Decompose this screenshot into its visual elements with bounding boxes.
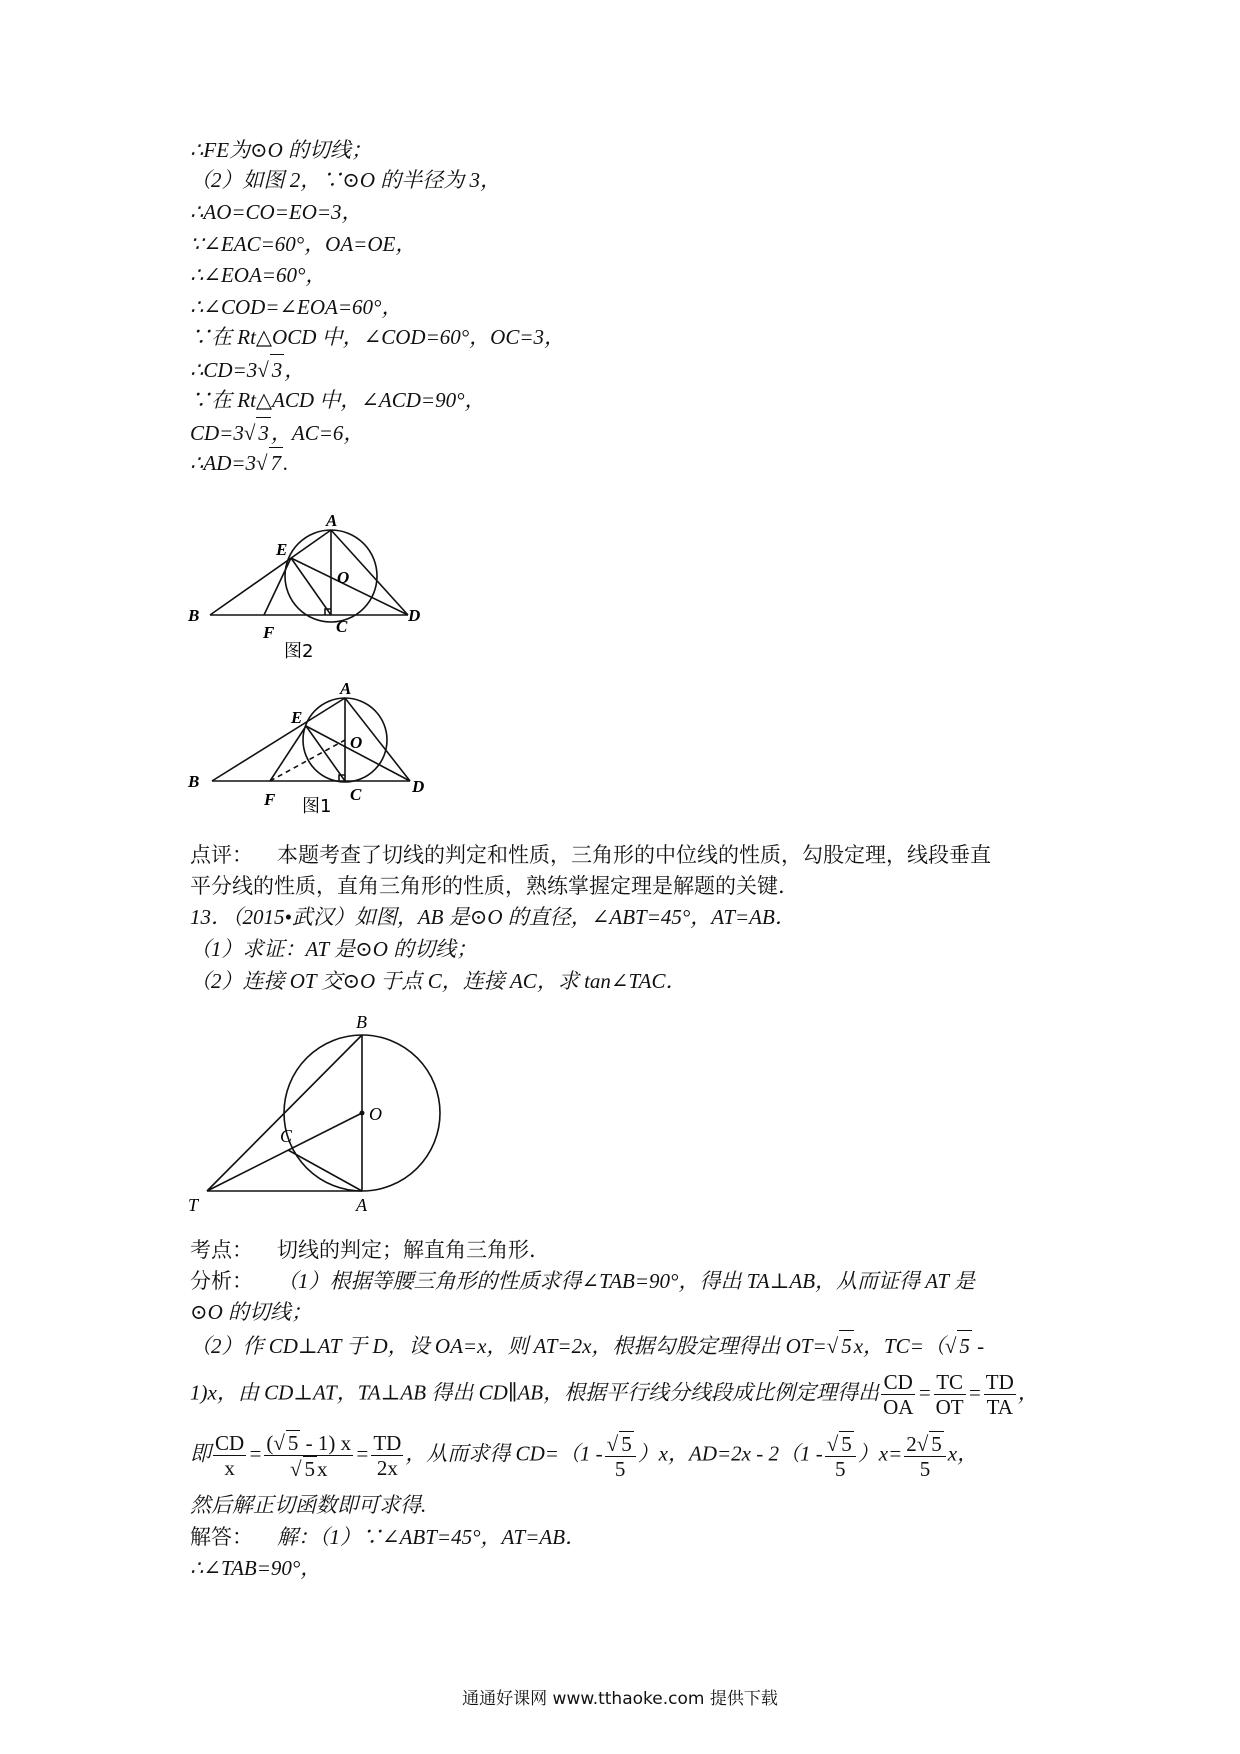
line-3: ∴AO=CO=EO=3， <box>190 200 363 224</box>
fraction-num: 2√ 5 <box>904 1431 946 1457</box>
g2d-a: 5 <box>304 1457 316 1481</box>
line-10-end: ，AC=6， <box>270 421 365 445</box>
fraction-cd-oa <box>881 1370 915 1419</box>
problem-13-q1: （1）求证：AT 是⊙O 的切线； <box>190 937 478 961</box>
fig1-label-f: F <box>264 790 276 809</box>
kaodian-label: 考点： <box>190 1238 253 1262</box>
fig1-label-e: E <box>291 708 303 727</box>
fraction-num: (√ 5 - 1) x <box>266 1431 352 1455</box>
line-9: ∵在 Rt△ACD 中，∠ACD=90°， <box>190 388 486 412</box>
analysis-line-1 <box>190 1266 975 1296</box>
center-dot <box>360 1111 365 1116</box>
analysis-p5d: ）x= <box>857 1441 903 1466</box>
line-10-a: CD= <box>190 421 234 445</box>
h3n-a: 2 <box>906 1431 917 1456</box>
analysis-p5c: ）x，AD=2x - 2（1 - <box>637 1441 823 1466</box>
solution-s1: 解：（1）∵∠ABT=45°，AT=AB． <box>277 1525 587 1549</box>
g2n-c: - 1) x <box>300 1431 352 1455</box>
analysis-p3e: - <box>971 1334 985 1358</box>
fraction-den: 5 <box>835 1456 846 1481</box>
fig3-label-b: B <box>356 1012 367 1032</box>
line-11-end: . <box>283 451 289 475</box>
problem-13-q2: （2）连接 OT 交⊙O 于点 C，连接 AC，求 tan∠TAC． <box>190 969 687 993</box>
fig1-label-c: C <box>350 785 362 804</box>
fig2-caption: 图2 <box>284 641 314 662</box>
comment-line-2: 平分线的性质，直角三角形的性质，熟练掌握定理是解题的关键. <box>190 874 785 898</box>
analysis-label: 分析： <box>190 1269 253 1293</box>
fig3-label-a: A <box>356 1195 367 1215</box>
problem-13-title: 13．（2015•武汉）如图，AB 是⊙O 的直径，∠ABT=45°，AT=AB． <box>190 905 796 929</box>
fraction-den: √ 5x <box>289 1457 328 1481</box>
fraction-2sqrt5-5 <box>904 1431 946 1481</box>
line-4: ∵∠EAC=60°，OA=OE， <box>190 232 417 256</box>
analysis-p2: ⊙O 的切线； <box>190 1300 313 1324</box>
comment-text-1: 本题考查了切线的判定和性质，三角形的中位线的性质，勾股定理，线段垂直 <box>277 843 991 867</box>
line-2: （2）如图 2，∵⊙O 的半径为 3， <box>190 168 502 192</box>
analysis-line-5: 即 $\frac{CD}{x}$ = $\frac{(√ 5 - 1) x}{√ 5x}$ = $\frac{TD}{2x}$ ，从而求得 CD=（1 - $\frac{√ 5}{5}$ ）x，AD=2x - 2（1 - $\frac{√ 5}{5}$ ）x= $\frac{2√ 5}{5}$ x， <box>190 1431 979 1481</box>
g2n-b: 5 <box>287 1431 299 1455</box>
analysis-p3b: 5 <box>839 1330 854 1361</box>
fig1-label-a: A <box>340 679 352 698</box>
line-8-coef: 3 <box>246 358 258 382</box>
analysis-p3d: 5 <box>957 1330 972 1361</box>
fraction-den: 5 <box>614 1456 626 1481</box>
fig3-label-t: T <box>188 1195 199 1215</box>
fraction-td-ta <box>984 1370 1016 1419</box>
fig2-label-b: B <box>188 606 200 625</box>
fraction-td-2x <box>371 1431 403 1480</box>
fraction-den: 2x <box>376 1456 398 1480</box>
analysis-p5e: x， <box>947 1441 979 1466</box>
comment-line-1 <box>190 840 991 870</box>
line-5: ∴∠EOA=60°， <box>190 263 327 287</box>
fraction-num: √ 5 <box>825 1431 856 1457</box>
h1n: 5 <box>621 1431 632 1456</box>
fig1-label-o: O <box>350 733 363 752</box>
fig2-label-e: E <box>276 540 288 559</box>
fraction-den: OT <box>935 1395 964 1419</box>
segment-ed <box>291 558 408 615</box>
fraction-den: x <box>224 1456 235 1480</box>
fraction-big <box>264 1430 353 1481</box>
line-8-end: ， <box>284 358 306 382</box>
line-6: ∴∠COD=∠EOA=60°， <box>190 295 403 319</box>
line-8-a: ∴CD= <box>190 358 247 382</box>
segment-tb <box>207 1035 362 1191</box>
analysis-p4a: 1)x，由 CD⊥AT，TA⊥AB 得出 CD∥AB，根据平行线分线段成比例定理得出 <box>190 1380 880 1405</box>
fraction-cd-x <box>213 1431 246 1480</box>
analysis-line-4: 1)x，由 CD⊥AT，TA⊥AB 得出 CD∥AB，根据平行线分线段成比例定理得出 $\frac{CD}{OA}$ = $\frac{TC}{OT}$ = $\frac{TD}{TA}$ ， <box>190 1370 1039 1419</box>
figure-1 <box>180 679 440 825</box>
analysis-p1: （1）根据等腰三角形的性质求得∠TAB=90°，得出 TA⊥AB，从而证得 AT 是 <box>277 1269 975 1293</box>
line-10-radicand: 3 <box>256 417 271 448</box>
analysis-p4b: ， <box>1017 1380 1039 1405</box>
line-8: ∴CD=3√ 3， <box>190 354 305 385</box>
figure-3 <box>185 1010 455 1220</box>
fig2-label-a: A <box>326 511 338 530</box>
fraction-den: 5 <box>919 1456 931 1481</box>
fig2-label-d: D <box>408 606 421 625</box>
segment-ec <box>306 726 345 781</box>
fraction-num: √ 5 <box>605 1431 636 1457</box>
line-11-radicand: 7 <box>269 447 284 478</box>
line-11-coef: 3 <box>245 451 257 475</box>
figure-2 <box>180 511 440 670</box>
fig2-label-o: O <box>337 568 350 587</box>
analysis-p5a: 即 <box>190 1441 211 1466</box>
kaodian-text: 切线的判定；解直角三角形. <box>277 1238 536 1262</box>
fig3-label-c: C <box>280 1126 293 1146</box>
footer: 通通好课网 www.tthaoke.com 提供下载 <box>462 1689 778 1709</box>
analysis-p5b: ，从而求得 CD=（1 - <box>405 1441 603 1466</box>
segment-ca <box>288 1150 362 1191</box>
fig1-label-b: B <box>188 772 200 791</box>
kaodian-line <box>190 1235 536 1265</box>
fig1-label-d: D <box>412 777 425 796</box>
line-10: CD=3√ 3，AC=6， <box>190 417 364 448</box>
fraction-tc-ot <box>934 1370 966 1419</box>
fraction-sqrt5-5 <box>605 1431 636 1481</box>
fraction-den: TA <box>986 1395 1013 1419</box>
line-7: ∵在 Rt△OCD 中，∠COD=60°，OC=3， <box>190 325 565 349</box>
analysis-p3c: x，TC=（ <box>853 1334 945 1358</box>
analysis-p3a: （2）作 CD⊥AT 于 D，设 OA=x，则 AT=2x，根据勾股定理得出 OT= <box>190 1334 827 1358</box>
fraction-num: TD <box>373 1431 402 1455</box>
fig2-label-c: C <box>336 617 348 636</box>
fig3-label-o: O <box>369 1104 382 1124</box>
fig2-label-f: F <box>263 623 275 642</box>
fraction-num: CD <box>215 1431 245 1455</box>
g2n-a: ( <box>266 1431 274 1455</box>
g2d-b: x <box>317 1457 328 1481</box>
line-11: ∴AD=3√ 7. <box>190 447 288 478</box>
fraction-sqrt5-5-b <box>825 1431 856 1481</box>
line-1: ∴FE为⊙O 的切线； <box>190 138 373 162</box>
h2n: 5 <box>841 1431 852 1456</box>
fraction-num: CD <box>881 1370 915 1395</box>
analysis-p6: 然后解正切函数即可求得. <box>190 1493 427 1517</box>
fig1-caption: 图1 <box>302 796 332 817</box>
fraction-num: TC <box>934 1370 966 1395</box>
line-11-a: ∴AD= <box>190 451 246 475</box>
h3n-b: 5 <box>931 1431 942 1456</box>
line-8-radicand: 3 <box>270 354 285 385</box>
solution-label: 解答： <box>190 1525 253 1549</box>
fraction-num: TD <box>985 1370 1014 1394</box>
comment-label: 点评： <box>190 843 253 867</box>
analysis-line-3: （2）作 CD⊥AT 于 D，设 OA=x，则 AT=2x，根据勾股定理得出 OT=√ 5x，TC=（√ 5 - <box>190 1330 984 1361</box>
solution-line-1 <box>190 1522 586 1552</box>
fraction-den: OA <box>883 1395 914 1419</box>
solution-s2: ∴∠TAB=90°， <box>190 1556 322 1580</box>
line-10-coef: 3 <box>233 421 244 445</box>
